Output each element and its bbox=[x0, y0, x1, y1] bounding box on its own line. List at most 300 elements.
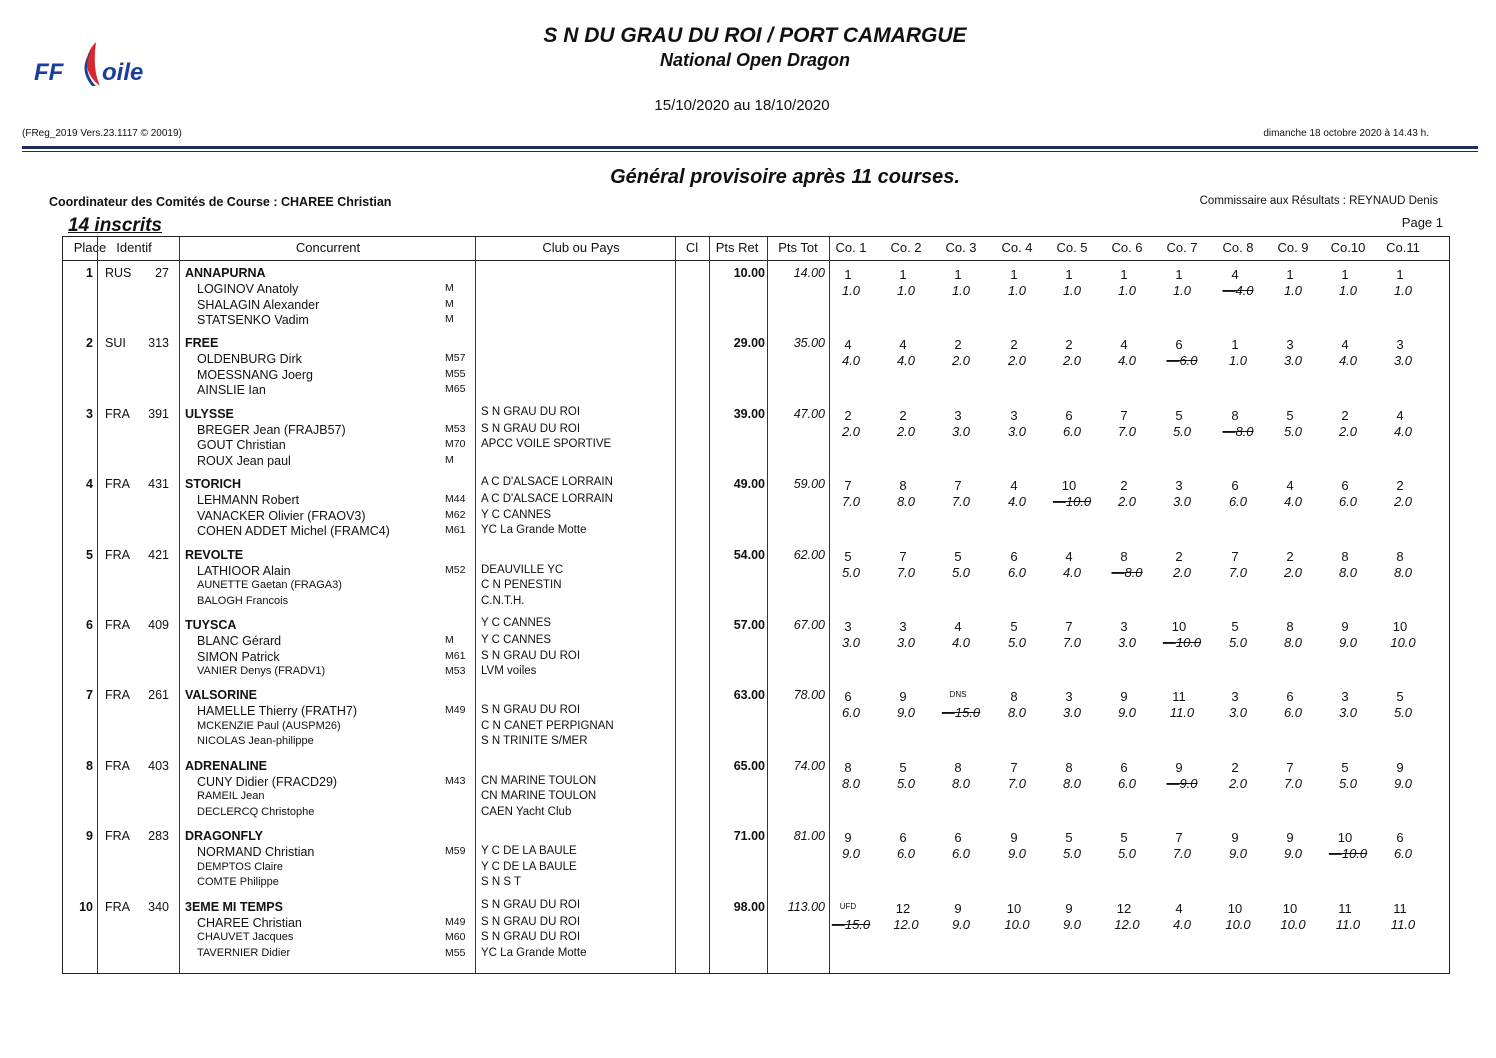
race-rank: 7 bbox=[1231, 548, 1239, 564]
club-name: Y C DE LA BAULE bbox=[481, 860, 577, 873]
race-score: 2.0 bbox=[1062, 353, 1082, 369]
race-score: 9.0 bbox=[1393, 775, 1413, 791]
race-rank: 10 bbox=[1227, 900, 1243, 916]
table-row bbox=[63, 827, 1449, 898]
race-score: 2.0 bbox=[1172, 564, 1192, 580]
column-header: Co.10 bbox=[1330, 240, 1366, 255]
crew-member: NORMAND Christian bbox=[197, 845, 315, 860]
race-rank: 8 bbox=[1065, 759, 1073, 775]
crew-age-category: M bbox=[445, 453, 454, 466]
club-name: C.N.T.H. bbox=[481, 594, 525, 607]
race-score: 9.0 bbox=[841, 846, 861, 862]
column-header: Identif bbox=[116, 240, 152, 255]
crew-age-category: M44 bbox=[445, 493, 466, 506]
crew-age-category: M57 bbox=[445, 352, 466, 365]
race-score: 2.0 bbox=[896, 423, 916, 439]
club-title: S N DU GRAU DU ROI / PORT CAMARGUE bbox=[543, 24, 967, 47]
crew-member: BLANC Gérard bbox=[197, 634, 282, 648]
race-rank: 1 bbox=[1231, 337, 1239, 353]
race-rank: 8 bbox=[1341, 548, 1349, 564]
table-row bbox=[63, 757, 1449, 828]
race-score: 9.0 bbox=[951, 916, 971, 932]
nation-code: FRA bbox=[105, 477, 130, 492]
race-score: 7.0 bbox=[1117, 423, 1137, 439]
boat-name: 3EME MI TEMPS bbox=[185, 899, 283, 914]
points-total: 67.00 bbox=[793, 618, 825, 632]
club-name: CN MARINE TOULON bbox=[481, 790, 597, 803]
column-header: Co. 8 bbox=[1222, 240, 1254, 255]
race-score: 4.0 bbox=[1062, 564, 1082, 580]
sail-number: 283 bbox=[148, 829, 169, 844]
club-name: S N GRAU DU ROI bbox=[481, 649, 581, 662]
race-score: 3.0 bbox=[1393, 353, 1413, 369]
club-name: S N GRAU DU ROI bbox=[481, 915, 581, 928]
race-score: 6.0 bbox=[896, 846, 916, 862]
race-score: 7.0 bbox=[1283, 775, 1303, 791]
points-retained: 71.00 bbox=[733, 829, 765, 844]
race-score: 3.0 bbox=[1007, 423, 1027, 439]
column-header: Cl bbox=[685, 240, 699, 255]
race-rank: 4 bbox=[899, 337, 907, 353]
points-total: 62.00 bbox=[793, 547, 825, 562]
race-score: 5.0 bbox=[1393, 705, 1413, 721]
column-header: Co. 9 bbox=[1277, 240, 1309, 255]
race-score: — 10.0 bbox=[1327, 846, 1369, 861]
points-retained: 49.00 bbox=[733, 477, 765, 492]
race-rank: 9 bbox=[1175, 759, 1183, 775]
column-header: Co. 5 bbox=[1056, 240, 1088, 255]
sail-number: 340 bbox=[148, 899, 169, 914]
entries-count: 14 inscrits bbox=[68, 215, 162, 236]
race-rank: 5 bbox=[1065, 830, 1073, 846]
points-retained: 10.00 bbox=[733, 266, 765, 280]
table-row bbox=[63, 264, 1449, 335]
race-rank: 5 bbox=[1341, 759, 1349, 775]
nation-code: FRA bbox=[105, 547, 130, 562]
race-rank: 5 bbox=[1010, 619, 1018, 634]
race-rank: 10 bbox=[1392, 619, 1408, 634]
race-rank: 8 bbox=[1010, 689, 1018, 705]
table-row bbox=[63, 334, 1449, 405]
race-score: 6.0 bbox=[841, 705, 861, 721]
race-rank: 4 bbox=[1065, 548, 1073, 564]
table-row bbox=[63, 475, 1449, 546]
race-rank: 1 bbox=[1175, 267, 1183, 282]
race-rank: 9 bbox=[899, 689, 907, 705]
crew-age-category: M bbox=[445, 297, 454, 310]
race-rank: 1 bbox=[1341, 267, 1349, 282]
race-score: — 15.0 bbox=[940, 705, 982, 720]
race-score: 3.0 bbox=[896, 635, 916, 650]
nation-code: FRA bbox=[105, 406, 130, 421]
column-divider bbox=[179, 237, 180, 973]
club-name: Y C DE LA BAULE bbox=[481, 845, 577, 858]
race-score: 4.0 bbox=[951, 635, 971, 650]
crew-member: MOESSNANG Joerg bbox=[197, 367, 314, 382]
sail-number: 403 bbox=[148, 758, 169, 773]
crew-member: GOUT Christian bbox=[197, 438, 286, 453]
club-name: S N S T bbox=[481, 876, 522, 889]
race-rank: 6 bbox=[1341, 478, 1349, 494]
race-rank: 8 bbox=[1120, 548, 1128, 564]
boat-name: STORICH bbox=[185, 477, 242, 492]
place: 5 bbox=[86, 547, 93, 562]
race-score: 8.0 bbox=[1007, 705, 1027, 721]
race-rank: 7 bbox=[899, 548, 907, 564]
points-total: 59.00 bbox=[793, 477, 825, 492]
sail-number: 431 bbox=[148, 477, 169, 492]
race-score: — 9.0 bbox=[1161, 776, 1203, 791]
table-row bbox=[63, 546, 1449, 617]
boat-name: VALSORINE bbox=[185, 688, 257, 703]
column-header: Co. 1 bbox=[835, 240, 867, 255]
race-score: 5.0 bbox=[1338, 775, 1358, 791]
race-rank: 4 bbox=[1175, 900, 1183, 916]
race-score: 5.0 bbox=[1117, 846, 1137, 862]
crew-age-category: M61 bbox=[445, 649, 466, 662]
race-rank: 2 bbox=[1286, 548, 1294, 564]
race-rank: 9 bbox=[844, 830, 852, 846]
race-rank: 12 bbox=[895, 900, 911, 916]
event-title: National Open Dragon bbox=[659, 50, 850, 70]
race-score: 1.0 bbox=[1393, 283, 1413, 298]
race-rank: 2 bbox=[1010, 337, 1018, 353]
race-score: 11.0 bbox=[1169, 705, 1195, 721]
race-score: 8.0 bbox=[1062, 775, 1082, 791]
race-rank: 5 bbox=[1286, 407, 1294, 423]
points-total: 74.00 bbox=[793, 758, 825, 773]
boat-name: REVOLTE bbox=[185, 547, 244, 562]
race-score: 1.0 bbox=[1062, 283, 1082, 298]
table-row bbox=[63, 616, 1449, 687]
race-rank: 3 bbox=[1286, 337, 1294, 353]
crew-member: COMTE Philippe bbox=[197, 876, 279, 889]
crew-member: AINSLIE Ian bbox=[197, 383, 266, 398]
race-score: 1.0 bbox=[1117, 283, 1137, 298]
race-score: 5.0 bbox=[1172, 423, 1192, 439]
race-score: 4.0 bbox=[896, 353, 916, 369]
race-rank: 1 bbox=[1010, 267, 1018, 282]
crew-member: ROUX Jean paul bbox=[197, 453, 291, 468]
race-score: — 15.0 bbox=[830, 917, 872, 932]
place: 1 bbox=[86, 266, 93, 280]
nation-code: RUS bbox=[105, 266, 132, 280]
race-rank: 9 bbox=[1065, 900, 1073, 916]
race-score: — 8.0 bbox=[1217, 424, 1259, 439]
svg-text:oile: oile bbox=[102, 59, 144, 86]
points-total: 35.00 bbox=[793, 336, 825, 351]
race-score: 8.0 bbox=[841, 775, 861, 791]
column-header: Co. 2 bbox=[890, 240, 922, 255]
points-retained: 63.00 bbox=[733, 688, 765, 703]
race-score: 1.0 bbox=[1007, 283, 1027, 298]
race-rank: 3 bbox=[954, 407, 962, 423]
nation-code: SUI bbox=[105, 336, 126, 351]
race-score: 3.0 bbox=[1117, 635, 1137, 650]
race-score: 8.0 bbox=[1393, 564, 1413, 580]
header-rule bbox=[22, 146, 1478, 149]
crew-member: DEMPTOS Claire bbox=[197, 860, 283, 873]
race-score: 4.0 bbox=[1393, 423, 1413, 439]
race-rank: 3 bbox=[1010, 407, 1018, 423]
race-rank: DNS bbox=[949, 690, 967, 700]
nation-code: FRA bbox=[105, 899, 130, 914]
race-score: 10.0 bbox=[1280, 916, 1306, 932]
race-score: 5.0 bbox=[1283, 423, 1303, 439]
race-rank: 3 bbox=[1341, 689, 1349, 705]
crew-member: HAMELLE Thierry (FRATH7) bbox=[197, 704, 357, 719]
race-score: 5.0 bbox=[1062, 846, 1082, 862]
race-rank: 8 bbox=[844, 759, 852, 775]
club-name: A C D'ALSACE LORRAIN bbox=[481, 493, 613, 506]
crew-age-category: M65 bbox=[445, 383, 466, 396]
race-score: 4.0 bbox=[1283, 494, 1303, 510]
race-score: 6.0 bbox=[951, 846, 971, 862]
race-rank: 8 bbox=[899, 478, 907, 494]
race-score: 8.0 bbox=[1283, 635, 1303, 650]
points-retained: 54.00 bbox=[733, 547, 765, 562]
race-rank: 7 bbox=[1010, 759, 1018, 775]
column-header: Co. 6 bbox=[1111, 240, 1143, 255]
points-retained: 98.00 bbox=[733, 899, 765, 914]
boat-name: TUYSCA bbox=[185, 618, 237, 632]
race-rank: 6 bbox=[1286, 689, 1294, 705]
crew-member: TAVERNIER Didier bbox=[197, 946, 291, 959]
race-score: 2.0 bbox=[951, 353, 971, 369]
points-retained: 39.00 bbox=[733, 406, 765, 421]
race-rank: 7 bbox=[844, 478, 852, 494]
club-name: APCC VOILE SPORTIVE bbox=[481, 438, 612, 451]
race-score: 5.0 bbox=[841, 564, 861, 580]
race-score: 9.0 bbox=[896, 705, 916, 721]
race-rank: 5 bbox=[844, 548, 852, 564]
race-score: 2.0 bbox=[1338, 423, 1358, 439]
crew-member: LATHIOOR Alain bbox=[197, 563, 291, 578]
points-retained: 65.00 bbox=[733, 758, 765, 773]
crew-age-category: M70 bbox=[445, 438, 466, 451]
race-rank: 5 bbox=[1120, 830, 1128, 846]
race-rank: 5 bbox=[1231, 619, 1239, 634]
print-timestamp: dimanche 18 octobre 2020 à 14.43 h. bbox=[1263, 128, 1429, 139]
column-divider bbox=[829, 237, 830, 973]
column-divider bbox=[767, 237, 768, 973]
race-rank: 9 bbox=[954, 900, 962, 916]
race-rank: 8 bbox=[1231, 407, 1239, 423]
sail-number: 261 bbox=[148, 688, 169, 703]
crew-member: BALOGH Francois bbox=[197, 594, 289, 607]
race-rank: 5 bbox=[1175, 407, 1183, 423]
event-dates: 15/10/2020 au 18/10/2020 bbox=[654, 97, 830, 114]
club-name: Y C CANNES bbox=[481, 617, 552, 629]
crew-member: BREGER Jean (FRAJB57) bbox=[197, 422, 346, 437]
crew-member: CHAREE Christian bbox=[197, 915, 302, 930]
race-rank: 8 bbox=[954, 759, 962, 775]
race-rank: 6 bbox=[899, 830, 907, 846]
nation-code: FRA bbox=[105, 618, 130, 632]
page-number: Page 1 bbox=[1401, 215, 1443, 230]
column-header: Club ou Pays bbox=[542, 240, 620, 255]
race-score: 9.0 bbox=[1062, 916, 1082, 932]
race-score: 6.0 bbox=[1228, 494, 1248, 510]
race-rank: 3 bbox=[899, 619, 907, 634]
column-divider bbox=[675, 237, 676, 973]
crew-age-category: M59 bbox=[445, 845, 466, 858]
club-name: Y C CANNES bbox=[481, 634, 552, 646]
race-rank: 6 bbox=[844, 689, 852, 705]
place: 7 bbox=[86, 688, 93, 703]
race-score: 7.0 bbox=[1007, 775, 1027, 791]
column-header: Co. 3 bbox=[945, 240, 977, 255]
sail-number: 313 bbox=[148, 336, 169, 351]
race-score: 12.0 bbox=[893, 916, 919, 932]
race-score: 7.0 bbox=[896, 564, 916, 580]
race-rank: 9 bbox=[1231, 830, 1239, 846]
race-rank: 2 bbox=[1120, 478, 1128, 494]
race-score: 7.0 bbox=[841, 494, 861, 510]
place: 3 bbox=[86, 406, 93, 421]
race-score: 7.0 bbox=[1172, 846, 1192, 862]
race-rank: 3 bbox=[1120, 619, 1128, 634]
race-rank: 9 bbox=[1396, 759, 1404, 775]
place: 9 bbox=[86, 829, 93, 844]
column-divider bbox=[709, 237, 710, 973]
crew-member: SIMON Patrick bbox=[197, 649, 280, 664]
race-rank: 11 bbox=[1172, 689, 1186, 705]
race-rank: 7 bbox=[1065, 619, 1073, 634]
race-rank: 2 bbox=[1231, 759, 1239, 775]
race-rank: 6 bbox=[954, 830, 962, 846]
race-rank: 6 bbox=[1010, 548, 1018, 564]
column-header: Pts Ret bbox=[715, 240, 759, 255]
race-rank: 4 bbox=[1396, 407, 1404, 423]
crew-member: COHEN ADDET Michel (FRAMC4) bbox=[197, 524, 390, 539]
race-rank: 3 bbox=[1175, 478, 1183, 494]
race-score: 2.0 bbox=[1393, 494, 1413, 510]
race-score: 5.0 bbox=[896, 775, 916, 791]
place: 6 bbox=[86, 618, 93, 632]
race-score: 6.0 bbox=[1393, 846, 1413, 862]
boat-name: ANNAPURNA bbox=[185, 266, 266, 280]
crew-member: SHALAGIN Alexander bbox=[197, 297, 320, 312]
crew-member: NICOLAS Jean-philippe bbox=[197, 735, 314, 748]
crew-member: LEHMANN Robert bbox=[197, 493, 300, 508]
race-score: — 8.0 bbox=[1106, 565, 1148, 580]
column-header: Pts Tot bbox=[778, 240, 818, 255]
race-score: 4.0 bbox=[1172, 916, 1192, 932]
crew-age-category: M52 bbox=[445, 563, 466, 576]
race-score: — 10.0 bbox=[1161, 635, 1203, 650]
race-rank: UFD bbox=[839, 901, 857, 911]
crew-member: AUNETTE Gaetan (FRAGA3) bbox=[197, 579, 342, 592]
race-score: 1.0 bbox=[896, 283, 916, 298]
race-score: 3.0 bbox=[1338, 705, 1358, 721]
race-rank: 9 bbox=[1010, 830, 1018, 846]
sail-number: 391 bbox=[148, 406, 169, 421]
table-header bbox=[63, 237, 1449, 261]
club-name: YC La Grande Motte bbox=[481, 946, 587, 959]
race-score: 4.0 bbox=[1338, 353, 1358, 369]
points-retained: 57.00 bbox=[733, 618, 765, 632]
club-name: YC La Grande Motte bbox=[481, 524, 587, 537]
race-score: 11.0 bbox=[1335, 916, 1361, 932]
race-rank: 3 bbox=[1065, 689, 1073, 705]
place: 10 bbox=[79, 899, 93, 914]
crew-member: CHAUVET Jacques bbox=[197, 931, 294, 944]
club-name: S N GRAU DU ROI bbox=[481, 898, 581, 911]
race-rank: 6 bbox=[1396, 830, 1404, 846]
race-score: 2.0 bbox=[1007, 353, 1027, 369]
race-score: 5.0 bbox=[951, 564, 971, 580]
sail-number: 27 bbox=[155, 266, 169, 280]
crew-age-category: M55 bbox=[445, 946, 466, 959]
race-rank: 4 bbox=[1231, 267, 1239, 282]
race-score: 1.0 bbox=[1172, 283, 1192, 298]
boat-name: FREE bbox=[185, 336, 219, 351]
header-rule-thin bbox=[22, 151, 1478, 152]
race-rank: 4 bbox=[1341, 337, 1349, 353]
race-rank: 1 bbox=[844, 267, 852, 282]
table-row bbox=[63, 898, 1449, 969]
place: 4 bbox=[86, 477, 93, 492]
crew-age-category: M53 bbox=[445, 665, 466, 677]
crew-age-category: M bbox=[445, 313, 454, 325]
race-score: 9.0 bbox=[1283, 846, 1303, 862]
race-rank: 4 bbox=[1286, 478, 1294, 494]
table-row bbox=[63, 405, 1449, 476]
points-total: 113.00 bbox=[787, 899, 825, 914]
crew-age-category: M55 bbox=[445, 367, 466, 380]
crew-age-category: M60 bbox=[445, 931, 466, 944]
crew-member: OLDENBURG Dirk bbox=[197, 352, 302, 367]
race-rank: 3 bbox=[844, 619, 852, 634]
club-name: LVM voiles bbox=[481, 665, 537, 677]
crew-age-category: M49 bbox=[445, 704, 466, 717]
nation-code: FRA bbox=[105, 688, 130, 703]
race-rank: 1 bbox=[899, 267, 907, 282]
crew-member: CUNY Didier (FRACD29) bbox=[197, 774, 338, 789]
club-name: C N PENESTIN bbox=[481, 579, 562, 592]
crew-age-category: M bbox=[445, 634, 454, 646]
race-score: 6.0 bbox=[1338, 494, 1358, 510]
race-score: 3.0 bbox=[1172, 494, 1192, 510]
race-rank: 4 bbox=[1010, 478, 1018, 494]
crew-member: MCKENZIE Paul (AUSPM26) bbox=[197, 719, 341, 732]
race-rank: 3 bbox=[1231, 689, 1239, 705]
race-score: 3.0 bbox=[951, 423, 971, 439]
race-score: 10.0 bbox=[1390, 635, 1416, 650]
crew-age-category: M53 bbox=[445, 422, 466, 435]
race-score: 5.0 bbox=[1228, 635, 1248, 650]
race-score: 2.0 bbox=[841, 423, 861, 439]
club-name: S N GRAU DU ROI bbox=[481, 931, 581, 944]
race-rank: 7 bbox=[1286, 759, 1294, 775]
race-rank: 9 bbox=[1286, 830, 1294, 846]
points-total: 47.00 bbox=[793, 406, 825, 421]
boat-name: DRAGONFLY bbox=[185, 829, 264, 844]
race-rank: 2 bbox=[1396, 478, 1404, 494]
race-rank: 8 bbox=[1396, 548, 1404, 564]
race-rank: 8 bbox=[1286, 619, 1294, 634]
column-header: Co.11 bbox=[1386, 240, 1420, 255]
column-divider bbox=[475, 237, 476, 973]
points-total: 78.00 bbox=[793, 688, 825, 703]
race-score: 8.0 bbox=[951, 775, 971, 791]
race-score: 7.0 bbox=[1062, 635, 1082, 650]
race-rank: 4 bbox=[954, 619, 962, 634]
race-rank: 7 bbox=[1175, 830, 1183, 846]
race-rank: 7 bbox=[1120, 407, 1128, 423]
race-rank: 11 bbox=[1338, 900, 1352, 916]
